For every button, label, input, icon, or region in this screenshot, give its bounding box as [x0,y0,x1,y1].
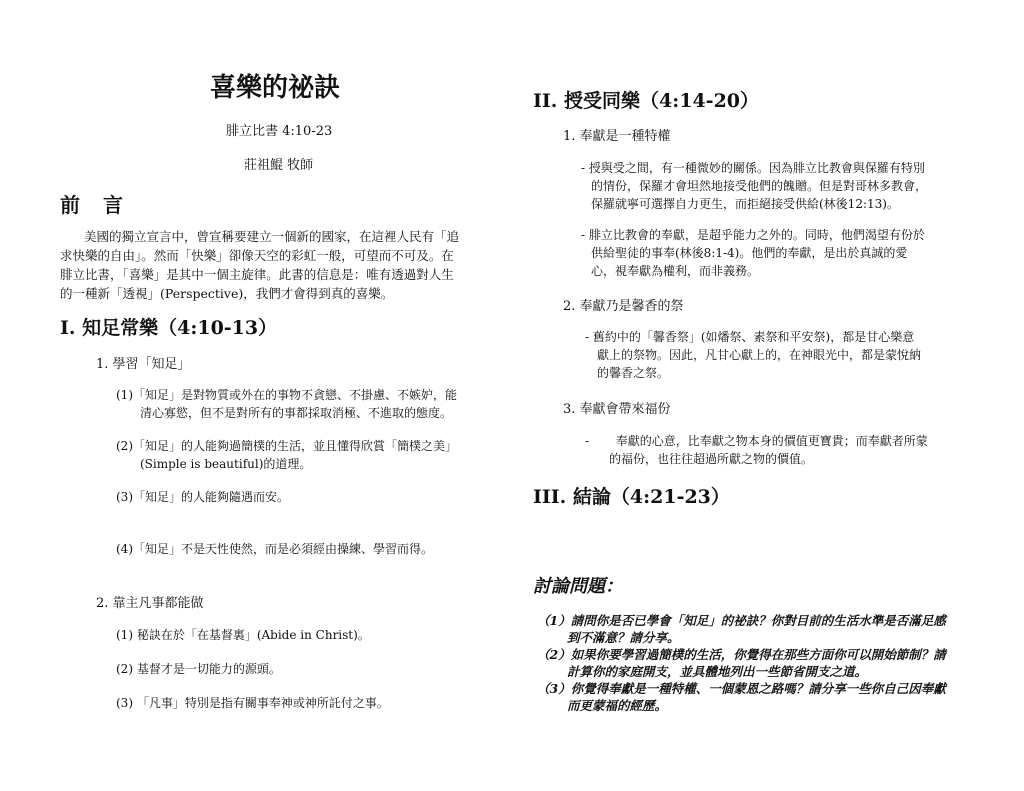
section-heading-1: I. 知足常樂（4:10-13） [60,317,278,339]
list-item [116,540,433,558]
list-item-line: 的馨香之祭。 [597,366,670,380]
list-item-line: (1)「知足」是對物質或外在的事物不貪戀、不掛慮、不嫉妒，能 [116,388,458,402]
point-label: 1. 學習「知足」 [96,357,191,372]
section-heading-2: II. 授受同樂（4:14-20） [533,90,760,112]
question-line: （1）請問你是否已學會「知足」的祕訣？你對目前的生活水準是否滿足感 [537,613,946,628]
list-item [116,488,289,506]
list-item: (3) 「凡事」特別是指有關事奉神或神所託付之事。 [116,696,389,710]
sermon-title: 喜樂的祕訣 [210,73,341,103]
list-item [116,437,457,473]
preface-heading: 前 言 [60,193,131,217]
list-item [585,432,928,468]
question-line: （3）你覺得奉獻是一種特權、一個蒙恩之路嗎？請分享一些你自己因奉獻 [537,681,946,696]
point-label: 3. 奉獻會帶來福份 [563,402,671,417]
list-item-line: (Simple is beautiful)的道理。 [140,457,312,471]
discussion-question [537,612,946,646]
preface-line: 的一種新「透視」(Perspective)，我們才會得到真的喜樂。 [60,286,394,301]
list-item-line: 保羅就寧可選擇自力更生，而拒絕接受供給(林後12:13)。 [591,197,899,211]
preface-line: 美國的獨立宣言中，曾宣稱要建立一個新的國家，在這裡人民有「追 [84,229,460,244]
list-item [581,159,927,213]
question-line: 到不滿意？請分享。 [567,630,680,645]
scripture-reference: 腓立比書 4:10-23 [226,124,333,139]
list-item [585,328,921,382]
list-item-line: 供給聖徒的事奉(林後8:1-4)。他們的奉獻，是出於真誠的愛 [591,246,908,260]
list-item-line: 清心寡慾，但不是對所有的事都採取消極、不進取的態度。 [140,406,453,420]
section-heading-3: III. 結論（4:21-23） [533,486,730,508]
list-item: (2) 基督才是一切能力的源頭。 [116,662,281,676]
question-line: 而更蒙福的經歷。 [567,698,668,713]
speaker-name: 莊祖鯤 牧師 [244,158,314,173]
list-item-line: - 腓立比教會的奉獻，是超乎能力之外的。同時，他們渴望有份於 [581,228,925,242]
list-item-line: 獻上的祭物。因此，凡甘心獻上的，在神眼光中，都是蒙悅納 [597,348,922,362]
preface-line: 腓立比書，「喜樂」是其中一個主旋律。此書的信息是：唯有透過對人生 [60,267,454,282]
point-label: 1. 奉獻是一種特權 [563,129,671,144]
preface-line: 求快樂的自由」。然而「快樂」卻像天空的彩虹一般，可望而不可及。在 [60,248,454,263]
list-item-line: 心，視奉獻為權利，而非義務。 [591,264,760,278]
list-item-line: 的福份，也往往超過所獻之物的價值。 [609,452,814,466]
point-label: 2. 靠主凡事都能做 [96,596,204,611]
question-line: （2）如果你要學習過簡樸的生活，你覺得在那些方面你可以開始節制？請 [537,647,946,662]
list-item-line: (2)「知足」的人能夠過簡樸的生活，並且懂得欣賞「簡樸之美」 [116,439,458,453]
list-item-line: - 奉獻的心意，比奉獻之物本身的價值更寶貴；而奉獻者所蒙 [585,434,928,448]
list-item [581,226,925,280]
discussion-question [537,646,946,680]
list-item-line: - 授與受之間，有一種微妙的關係。因為腓立比教會與保羅有特別 [581,161,925,175]
list-item-line: (3)「知足」的人能夠隨遇而安。 [116,490,289,504]
preface-paragraph [60,227,500,303]
list-item-line: (4)「知足」不是天性使然，而是必須經由操練、學習而得。 [116,542,434,556]
list-item [116,386,457,422]
list-item: (1) 秘訣在於「在基督裏」(Abide in Christ)。 [116,628,370,642]
point-label: 2. 奉獻乃是馨香的祭 [563,299,684,314]
discussion-question [537,680,946,714]
discussion-heading: 討論問題： [533,576,623,597]
list-item-line: - 舊約中的「馨香祭」(如燔祭、素祭和平安祭)，都是甘心樂意 [585,330,915,344]
question-line: 計算你的家庭開支，並具體地列出一些節省開支之道。 [567,664,868,679]
list-item-line: 的情份，保羅才會坦然地接受他們的餽贈。但是對哥林多教會， [591,179,928,193]
